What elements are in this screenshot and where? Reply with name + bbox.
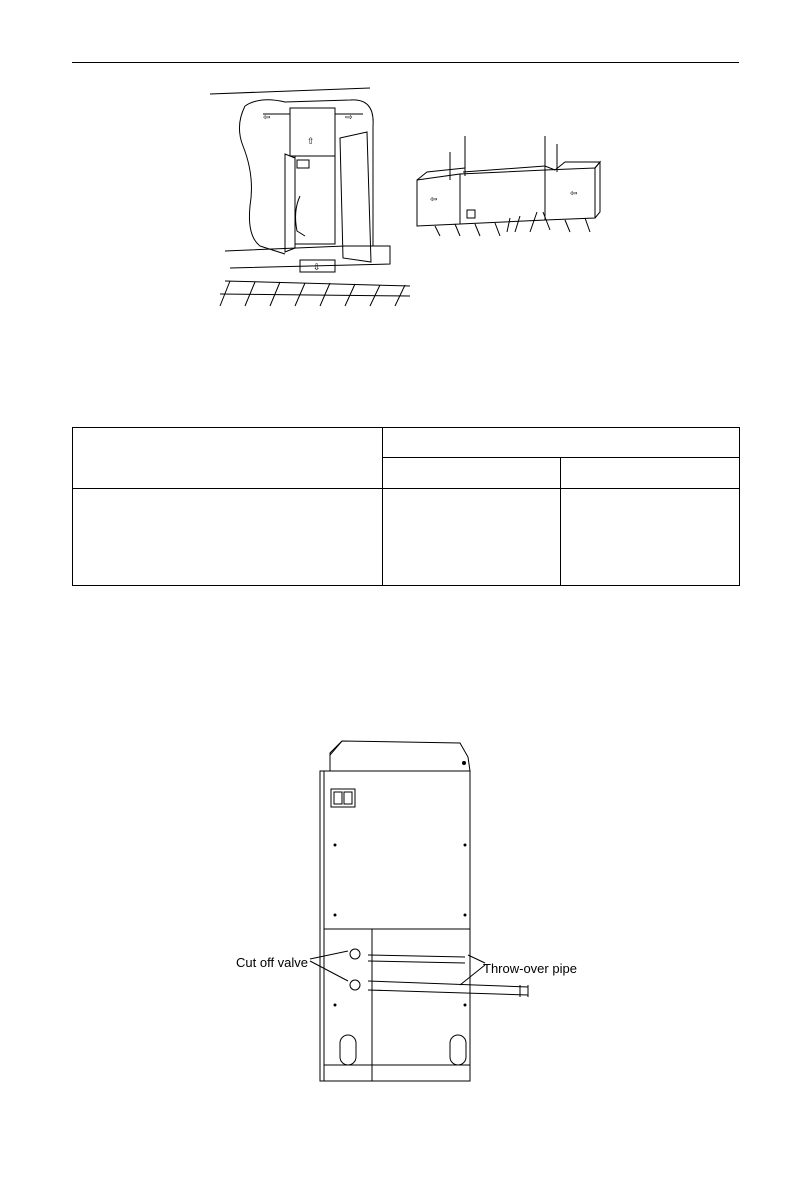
row-val2-cell xyxy=(561,489,740,586)
header-left-cell xyxy=(73,428,383,489)
svg-text:⇩: ⇩ xyxy=(313,263,321,273)
sub-col2-cell xyxy=(561,458,740,489)
row-label-cell xyxy=(73,489,383,586)
svg-text:⇦: ⇦ xyxy=(263,113,271,123)
header-group-cell xyxy=(383,428,740,458)
header-rule xyxy=(72,62,739,63)
svg-text:⇨: ⇨ xyxy=(345,113,353,123)
row-val1-cell xyxy=(383,489,561,586)
unit-front-figure xyxy=(300,735,540,1095)
throw-over-pipe-label: Throw-over pipe xyxy=(483,961,577,976)
vertical-installation-figure xyxy=(205,86,415,308)
svg-text:⇧: ⇧ xyxy=(307,137,315,147)
svg-text:⇦: ⇦ xyxy=(430,195,438,205)
spec-table xyxy=(72,427,740,586)
svg-text:⇦: ⇦ xyxy=(570,189,578,199)
sub-col1-cell xyxy=(383,458,561,489)
cut-off-valve-label: Cut off valve xyxy=(236,955,309,970)
horizontal-installation-figure xyxy=(415,132,610,242)
